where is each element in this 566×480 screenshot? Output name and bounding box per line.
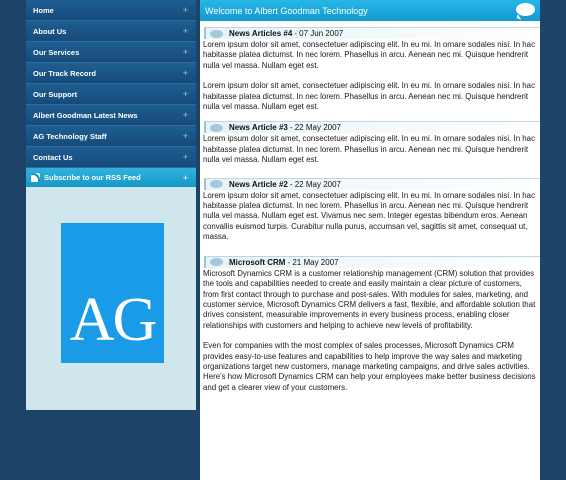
nav-latest-news[interactable] — [26, 105, 196, 126]
nav-our-services[interactable] — [26, 42, 196, 63]
nav-latest-news-label: Albert Goodman Latest News — [33, 110, 138, 120]
article-text: Microsoft Dynamics CRM is a customer relationship management (CRM) solution that provides the tools and capabilities needed to create and easily maintain a clear picture of customers, from first contact through to purchase and post-sales. With modules for sales, marketing, and customer service, Microsoft Dynamics CRM delivers a fast, flexible, and affordable solution that drives consistent, measurable improvements in every business process, enabling closer relationships with customers and helping to achieve new levels of profitability. — [203, 268, 536, 330]
nav-contact-us-label: Contact Us — [33, 152, 73, 162]
nav-our-support-label: Our Support — [33, 89, 78, 99]
plus-icon: + — [182, 5, 188, 15]
nav-our-track-record[interactable] — [26, 63, 196, 84]
plus-icon: + — [182, 172, 188, 183]
article-title[interactable]: News Article #3 — [229, 123, 288, 133]
plus-icon: + — [182, 47, 188, 57]
article-title[interactable]: Microsoft CRM — [229, 257, 286, 267]
article-header-3 — [204, 121, 540, 133]
nav-contact-us[interactable] — [26, 147, 196, 168]
nav-our-services-label: Our Services — [33, 47, 80, 57]
nav-home-label: Home — [33, 5, 54, 15]
bubble-icon — [210, 30, 223, 38]
nav-our-track-record-label: Our Track Record — [33, 68, 96, 78]
nav-staff[interactable] — [26, 126, 196, 147]
article-text: Even for companies with the most complex of sales processes, Microsoft Dynamics CRM provides easy-to-use features and capabilities to help improve the way sales and marketing organizations target new customers, manage marketing campaigns, and drive sales activities. Here's how Microsoft Dynamics CRM can help your employees make better business decisions and get a clearer view of your customers. — [203, 341, 536, 392]
rss-subscribe-link[interactable] — [26, 168, 196, 187]
article-header-crm — [204, 256, 540, 268]
rss-label: Subscribe to our RSS Feed — [44, 173, 141, 182]
nav-staff-label: AG Technology Staff — [33, 131, 107, 141]
article-text: Lorem ipsum dolor sit amet, consectetuer adipiscing elit. In eu mi. In ornare sodales nisi. In hac habitasse platea dictumst. In nec lorem. Phasellus in arcu. Aenean nec mi. Quisque hendrerit nulla vel massa. Nullam eget est. — [203, 81, 536, 112]
plus-icon: + — [182, 152, 188, 162]
article-text: Lorem ipsum dolor sit amet, consectetuer adipiscing elit. In eu mi. In ornare sodales nisi. In hac habitasse platea dictumst. In nec lorem. Phasellus in arcu. Aenean nec mi. Quisque hendrerit nulla vel massa. Nullam eget est. — [203, 134, 536, 165]
bubble-icon — [210, 124, 223, 132]
logo-text: AG — [69, 286, 156, 354]
plus-icon: + — [182, 131, 188, 141]
article-header-4 — [204, 27, 540, 39]
article-date: - 22 May 2007 — [289, 179, 341, 189]
article-date: - 22 May 2007 — [289, 123, 341, 133]
plus-icon: + — [182, 89, 188, 99]
article-title[interactable]: News Article #2 — [229, 179, 288, 189]
ag-logo — [61, 223, 164, 363]
plus-icon: + — [182, 26, 188, 36]
article-header-2 — [204, 178, 540, 190]
articles — [200, 21, 540, 393]
speech-bubble-icon — [516, 3, 535, 16]
article-title[interactable]: News Articles #4 — [229, 29, 293, 38]
article-text: Lorem ipsum dolor sit amet, consectetuer adipiscing elit. In eu mi. In ornare sodales nisi. In hac habitasse platea dictumst. In nec lorem. Phasellus in arcu. Aenean nec mi. Quisque hendrerit nulla vel massa. Nullam eget est. Vivamus nec sem. Integer egestas bibendum eros. Aenean convallis euismod turpis. Curabitur nulla purus, accumsan vel, sagittis sit amet, consequat ut, massa. — [203, 190, 536, 242]
article-text: Lorem ipsum dolor sit amet, consectetuer adipiscing elit. In eu mi. In ornare sodales nisi. In hac habitasse platea dictumst. In nec lorem. Phasellus in arcu. Aenean nec mi. Quisque hendrerit nulla vel massa. Nullam eget est. — [203, 40, 536, 70]
bubble-icon — [210, 258, 223, 266]
nav-about-us[interactable] — [26, 21, 196, 42]
plus-icon: + — [182, 68, 188, 78]
rss-icon — [31, 173, 40, 182]
page-header — [200, 0, 540, 21]
plus-icon: + — [182, 110, 188, 120]
article-date: - 21 May 2007 — [287, 257, 339, 267]
nav-home[interactable] — [26, 0, 196, 21]
main-content — [200, 0, 540, 480]
article-date: - 07 Jun 2007 — [294, 29, 344, 38]
page-title: Welcome to Albert Goodman Technology — [205, 5, 368, 16]
nav-about-us-label: About Us — [33, 26, 67, 36]
nav-our-support[interactable] — [26, 84, 196, 105]
sidebar — [26, 0, 196, 410]
bubble-icon — [210, 180, 223, 188]
